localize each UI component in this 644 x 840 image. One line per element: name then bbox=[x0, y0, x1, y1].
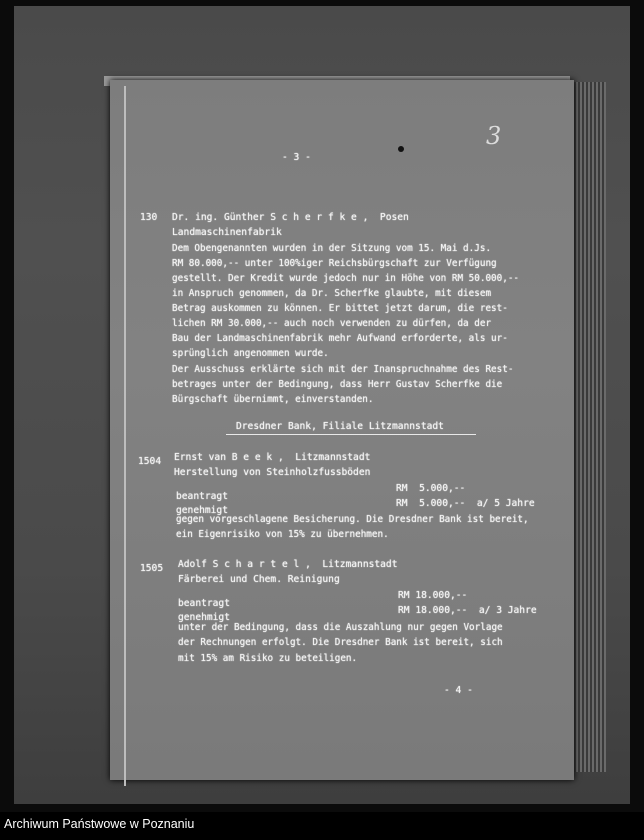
entry-1504-body-line: gegen vorgeschlagene Besicherung. Die Dresdner Bank ist bereit, bbox=[176, 514, 529, 525]
entry-1504-beantragt-amount: RM 5.000,-- bbox=[396, 483, 466, 494]
page-header: - 3 - bbox=[282, 152, 311, 163]
entry-1505-line1: Adolf S c h a r t e l , Litzmannstadt bbox=[178, 559, 398, 570]
ink-spot bbox=[398, 146, 404, 152]
entry-1505-genehmigt-label: genehmigt bbox=[178, 612, 230, 623]
entry-130-body-line: Der Ausschuss erklärte sich mit der Inanspruchnahme des Rest- bbox=[172, 364, 514, 375]
entry-130-body-line: RM 80.000,-- unter 100%iger Reichsbürgschaft zur Verfügung bbox=[172, 258, 497, 269]
entry-130-body-line: in Anspruch genommen, da Dr. Scherfke glaubte, mit diesem bbox=[172, 288, 492, 299]
entry-1504-line2: Herstellung von Steinholzfussböden bbox=[174, 467, 371, 478]
section-heading: Dresdner Bank, Filiale Litzmannstadt bbox=[236, 421, 444, 432]
entry-130-body-line: lichen RM 30.000,-- auch noch verwenden zu dürfen, da der bbox=[172, 318, 492, 329]
entry-130-number: 130 bbox=[140, 212, 158, 223]
entry-130-body-line: sprünglich angenommen wurde. bbox=[172, 348, 329, 359]
entry-1504-body-line: ein Eigenrisiko von 15% zu übernehmen. bbox=[176, 529, 389, 540]
entry-1504-line1: Ernst van B e e k , Litzmannstadt bbox=[174, 452, 371, 463]
binding-margin-line bbox=[124, 86, 126, 786]
entry-130-body-line: Bürgschaft übernimmt, einverstanden. bbox=[172, 394, 374, 405]
entry-1505-beantragt-label: beantragt bbox=[178, 598, 230, 609]
entry-1505-line2: Färberei und Chem. Reinigung bbox=[178, 574, 340, 585]
entry-130-line1: Dr. ing. Günther S c h e r f k e , Posen bbox=[172, 212, 409, 223]
entry-130-body-line: Betrag auskommen zu können. Er bittet jetzt darum, die rest- bbox=[172, 303, 508, 314]
section-heading-underline bbox=[226, 434, 476, 435]
entry-1505-body-line: unter der Bedingung, dass die Auszahlung nur gegen Vorlage bbox=[178, 622, 503, 633]
entry-1505-body-line: mit 15% am Risiko zu beteiligen. bbox=[178, 653, 358, 664]
entry-1505-body-line: der Rechnungen erfolgt. Die Dresdner Bank ist bereit, sich bbox=[178, 637, 503, 648]
entry-130-line2: Landmaschinenfabrik bbox=[172, 227, 282, 238]
archive-credit: Archiwum Państwowe w Poznaniu bbox=[4, 817, 195, 831]
entry-130-body-line: betrages unter der Bedingung, dass Herr Gustav Scherfke die bbox=[172, 379, 503, 390]
entry-130-body-line: Bau der Landmaschinenfabrik mehr Aufwand erforderte, als ur- bbox=[172, 333, 508, 344]
entry-1504-beantragt-label: beantragt bbox=[176, 491, 228, 502]
entry-1505-beantragt-amount: RM 18.000,-- bbox=[398, 590, 468, 601]
entry-1505-number: 1505 bbox=[140, 563, 164, 574]
entry-130-body-line: gestellt. Der Kredit wurde jedoch nur in Höhe von RM 50.000,-- bbox=[172, 273, 520, 284]
entry-130-body-line: Dem Obengenannten wurden in der Sitzung vom 15. Mai d.Js. bbox=[172, 243, 492, 254]
page-footer: - 4 - bbox=[444, 685, 473, 696]
entry-1505-genehmigt-amount: RM 18.000,-- a/ 3 Jahre bbox=[398, 605, 537, 616]
pencil-page-number: 3 bbox=[486, 122, 502, 150]
entry-1504-genehmigt-label: genehmigt bbox=[176, 505, 228, 516]
entry-1504-number: 1504 bbox=[138, 456, 162, 467]
entry-1504-genehmigt-amount: RM 5.000,-- a/ 5 Jahre bbox=[396, 498, 535, 509]
